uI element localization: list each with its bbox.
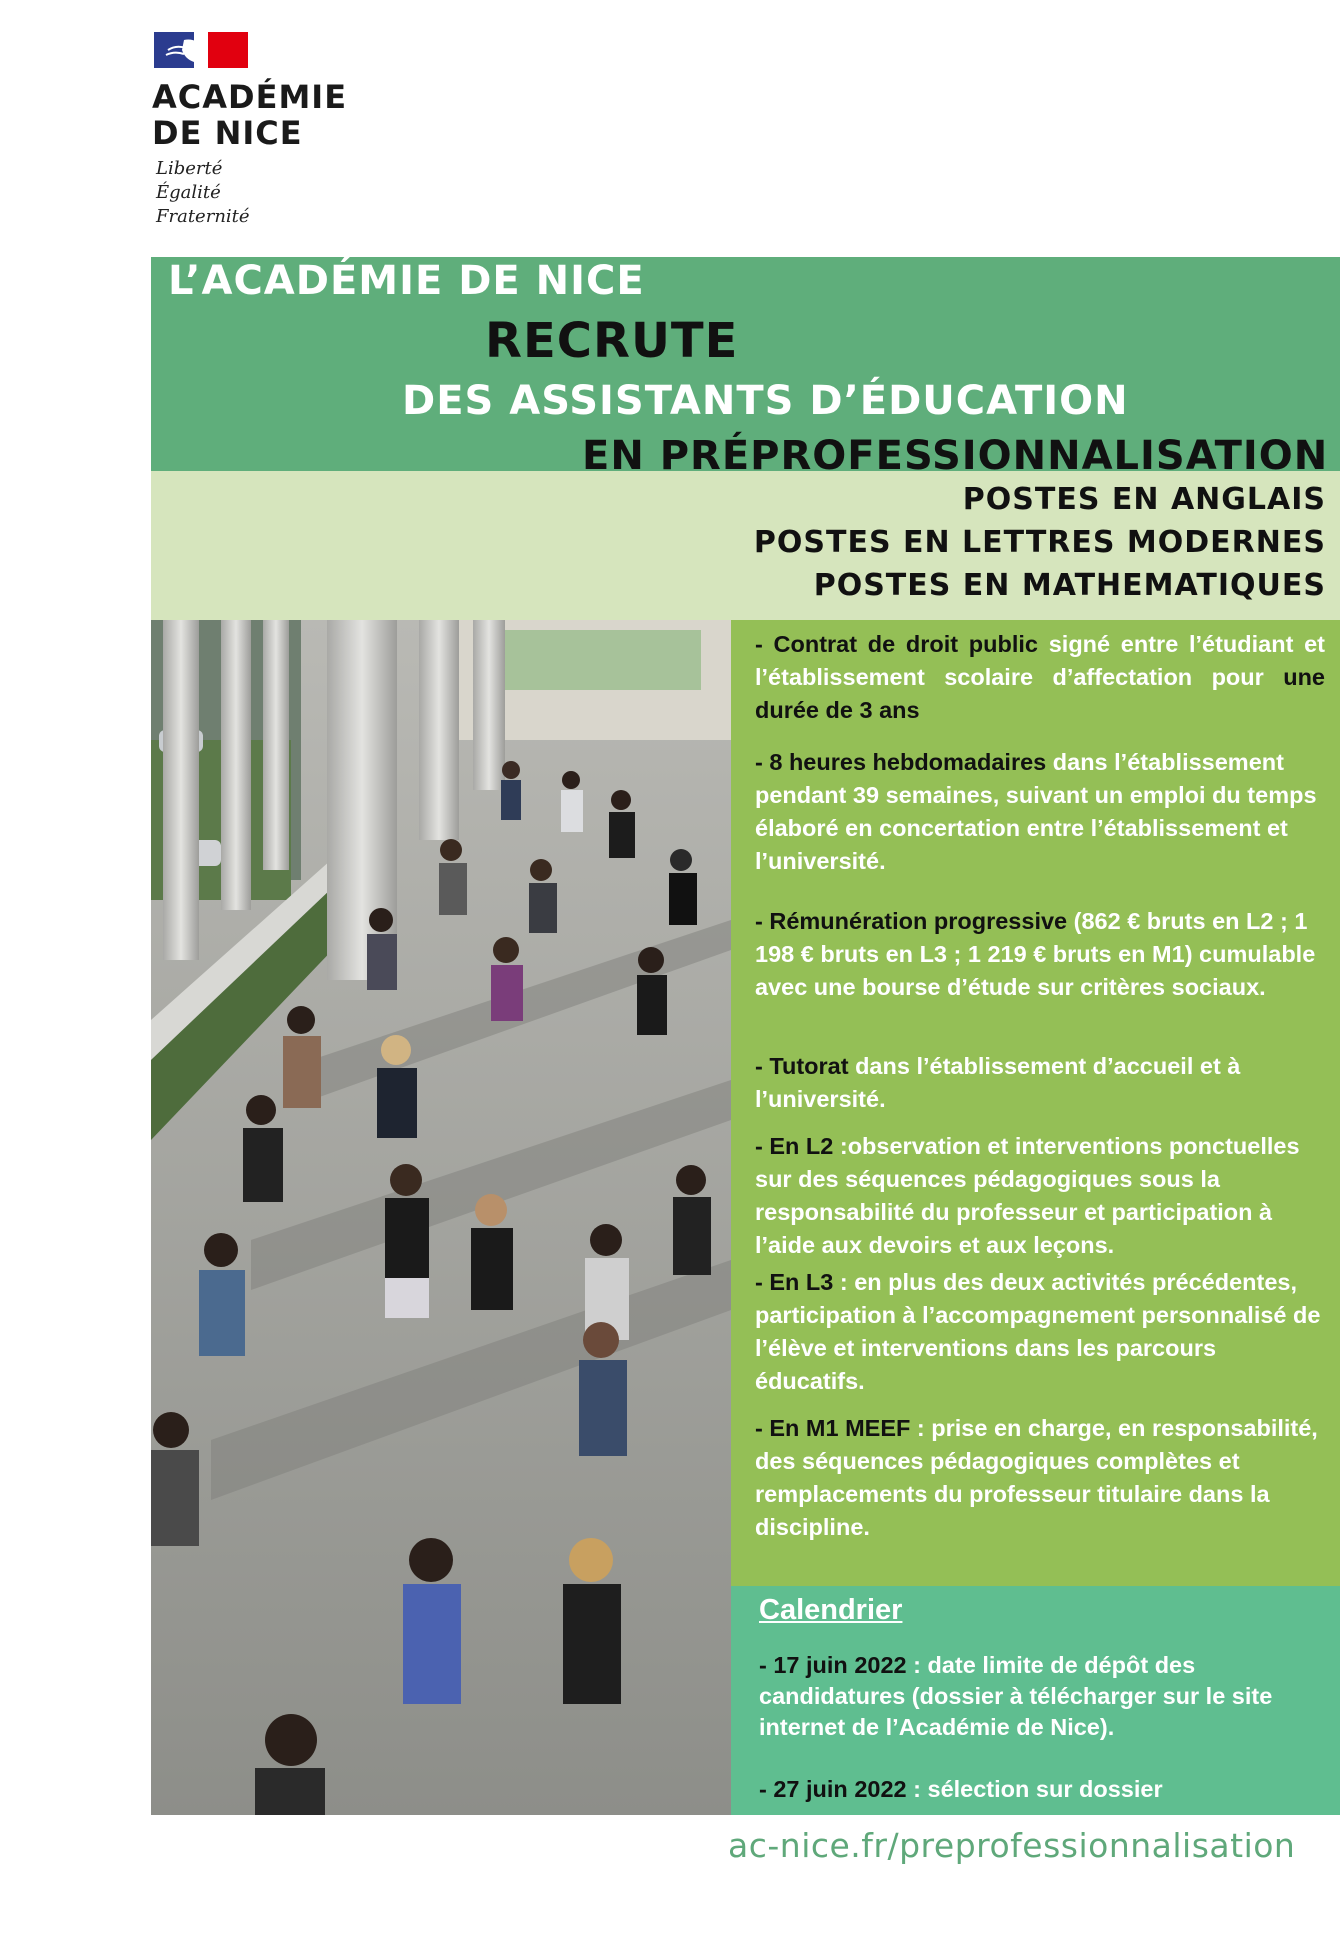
calendar-panel bbox=[731, 1586, 1340, 1815]
header-lead: L’ACADÉMIE DE NICE bbox=[168, 258, 645, 304]
detail-highlight: - En L3 bbox=[755, 1269, 834, 1295]
header-recrute: RECRUTE bbox=[485, 313, 739, 369]
marianne-flag-icon bbox=[154, 32, 248, 68]
detail-text: dans l’établissement pendant 39 semaines, suivant un emploi du temps élaboré en concertation entre l’établissement et l’université. bbox=[755, 749, 1317, 874]
detail-m1-meef bbox=[755, 1412, 1325, 1544]
detail-l2 bbox=[755, 1130, 1325, 1262]
logo-line-2: DE NICE bbox=[152, 114, 303, 152]
poste-mathematiques: POSTES EN MATHEMATIQUES bbox=[813, 568, 1326, 603]
calendar-item-deadline bbox=[759, 1650, 1319, 1743]
website-link[interactable]: ac-nice.fr/preprofessionnalisation bbox=[728, 1826, 1296, 1865]
detail-text: : prise en charge, en responsabilité, des séquences pédagogiques complètes et remplacements du professeur titulaire dans la discipline. bbox=[755, 1415, 1318, 1540]
detail-highlight: - Contrat de droit public bbox=[755, 631, 1039, 657]
detail-tail: une durée de 3 ans bbox=[755, 664, 1325, 723]
detail-l3 bbox=[755, 1266, 1325, 1398]
detail-text: :observation et interventions ponctuelles sur des séquences pédagogiques sous la responsabilité du professeur et participation à l’aide aux devoirs et aux leçons. bbox=[755, 1133, 1300, 1258]
detail-text: (862 € bruts en L2 ; 1 198 € bruts en L3 ; 1 219 € bruts en M1) cumulable avec une bourse d’étude sur critères sociaux. bbox=[755, 908, 1316, 1000]
detail-highlight: - En M1 MEEF bbox=[755, 1415, 911, 1441]
calendar-item-selection bbox=[759, 1774, 1319, 1805]
header-preprofessionnalisation: EN PRÉPROFESSIONNALISATION bbox=[582, 433, 1329, 479]
detail-tutorat bbox=[755, 1050, 1325, 1116]
calendar-date: - 27 juin 2022 bbox=[759, 1776, 907, 1802]
detail-remuneration bbox=[755, 905, 1325, 1004]
poste-lettres-modernes: POSTES EN LETTRES MODERNES bbox=[753, 525, 1326, 560]
calendar-date: - 17 juin 2022 bbox=[759, 1652, 907, 1678]
detail-highlight: - Rémunération progressive bbox=[755, 908, 1068, 934]
details-panel bbox=[731, 620, 1340, 1586]
detail-heures bbox=[755, 746, 1325, 878]
detail-highlight: - 8 heures hebdomadaires bbox=[755, 749, 1047, 775]
detail-text: dans l’établissement d’accueil et à l’université. bbox=[755, 1053, 1241, 1112]
detail-text: : en plus des deux activités précédentes, participation à l’accompagnement personnalisé de l’élève et interventions dans les parcours éducatifs. bbox=[755, 1269, 1321, 1394]
detail-highlight: - Tutorat bbox=[755, 1053, 849, 1079]
motto-fraternite: Fraternité bbox=[156, 206, 250, 227]
calendar-text: : sélection sur dossier bbox=[906, 1776, 1163, 1802]
poste-anglais: POSTES EN ANGLAIS bbox=[962, 482, 1326, 517]
students-photo bbox=[151, 620, 731, 1815]
motto-liberte: Liberté bbox=[156, 158, 223, 179]
detail-highlight: - En L2 bbox=[755, 1133, 834, 1159]
students-crowd-illustration bbox=[151, 620, 731, 1815]
header-assistants: DES ASSISTANTS D’ÉDUCATION bbox=[402, 378, 1129, 424]
calendar-text: : date limite de dépôt des candidatures (dossier à télécharger sur le site internet de l’Académie de Nice). bbox=[759, 1652, 1273, 1740]
detail-text: signé entre l’étudiant et l’établissement scolaire d’affectation pour bbox=[755, 631, 1325, 690]
detail-contrat bbox=[755, 628, 1325, 727]
motto-egalite: Égalité bbox=[156, 182, 221, 203]
calendar-title: Calendrier bbox=[759, 1594, 903, 1626]
logo-line-1: ACADÉMIE bbox=[152, 78, 348, 116]
